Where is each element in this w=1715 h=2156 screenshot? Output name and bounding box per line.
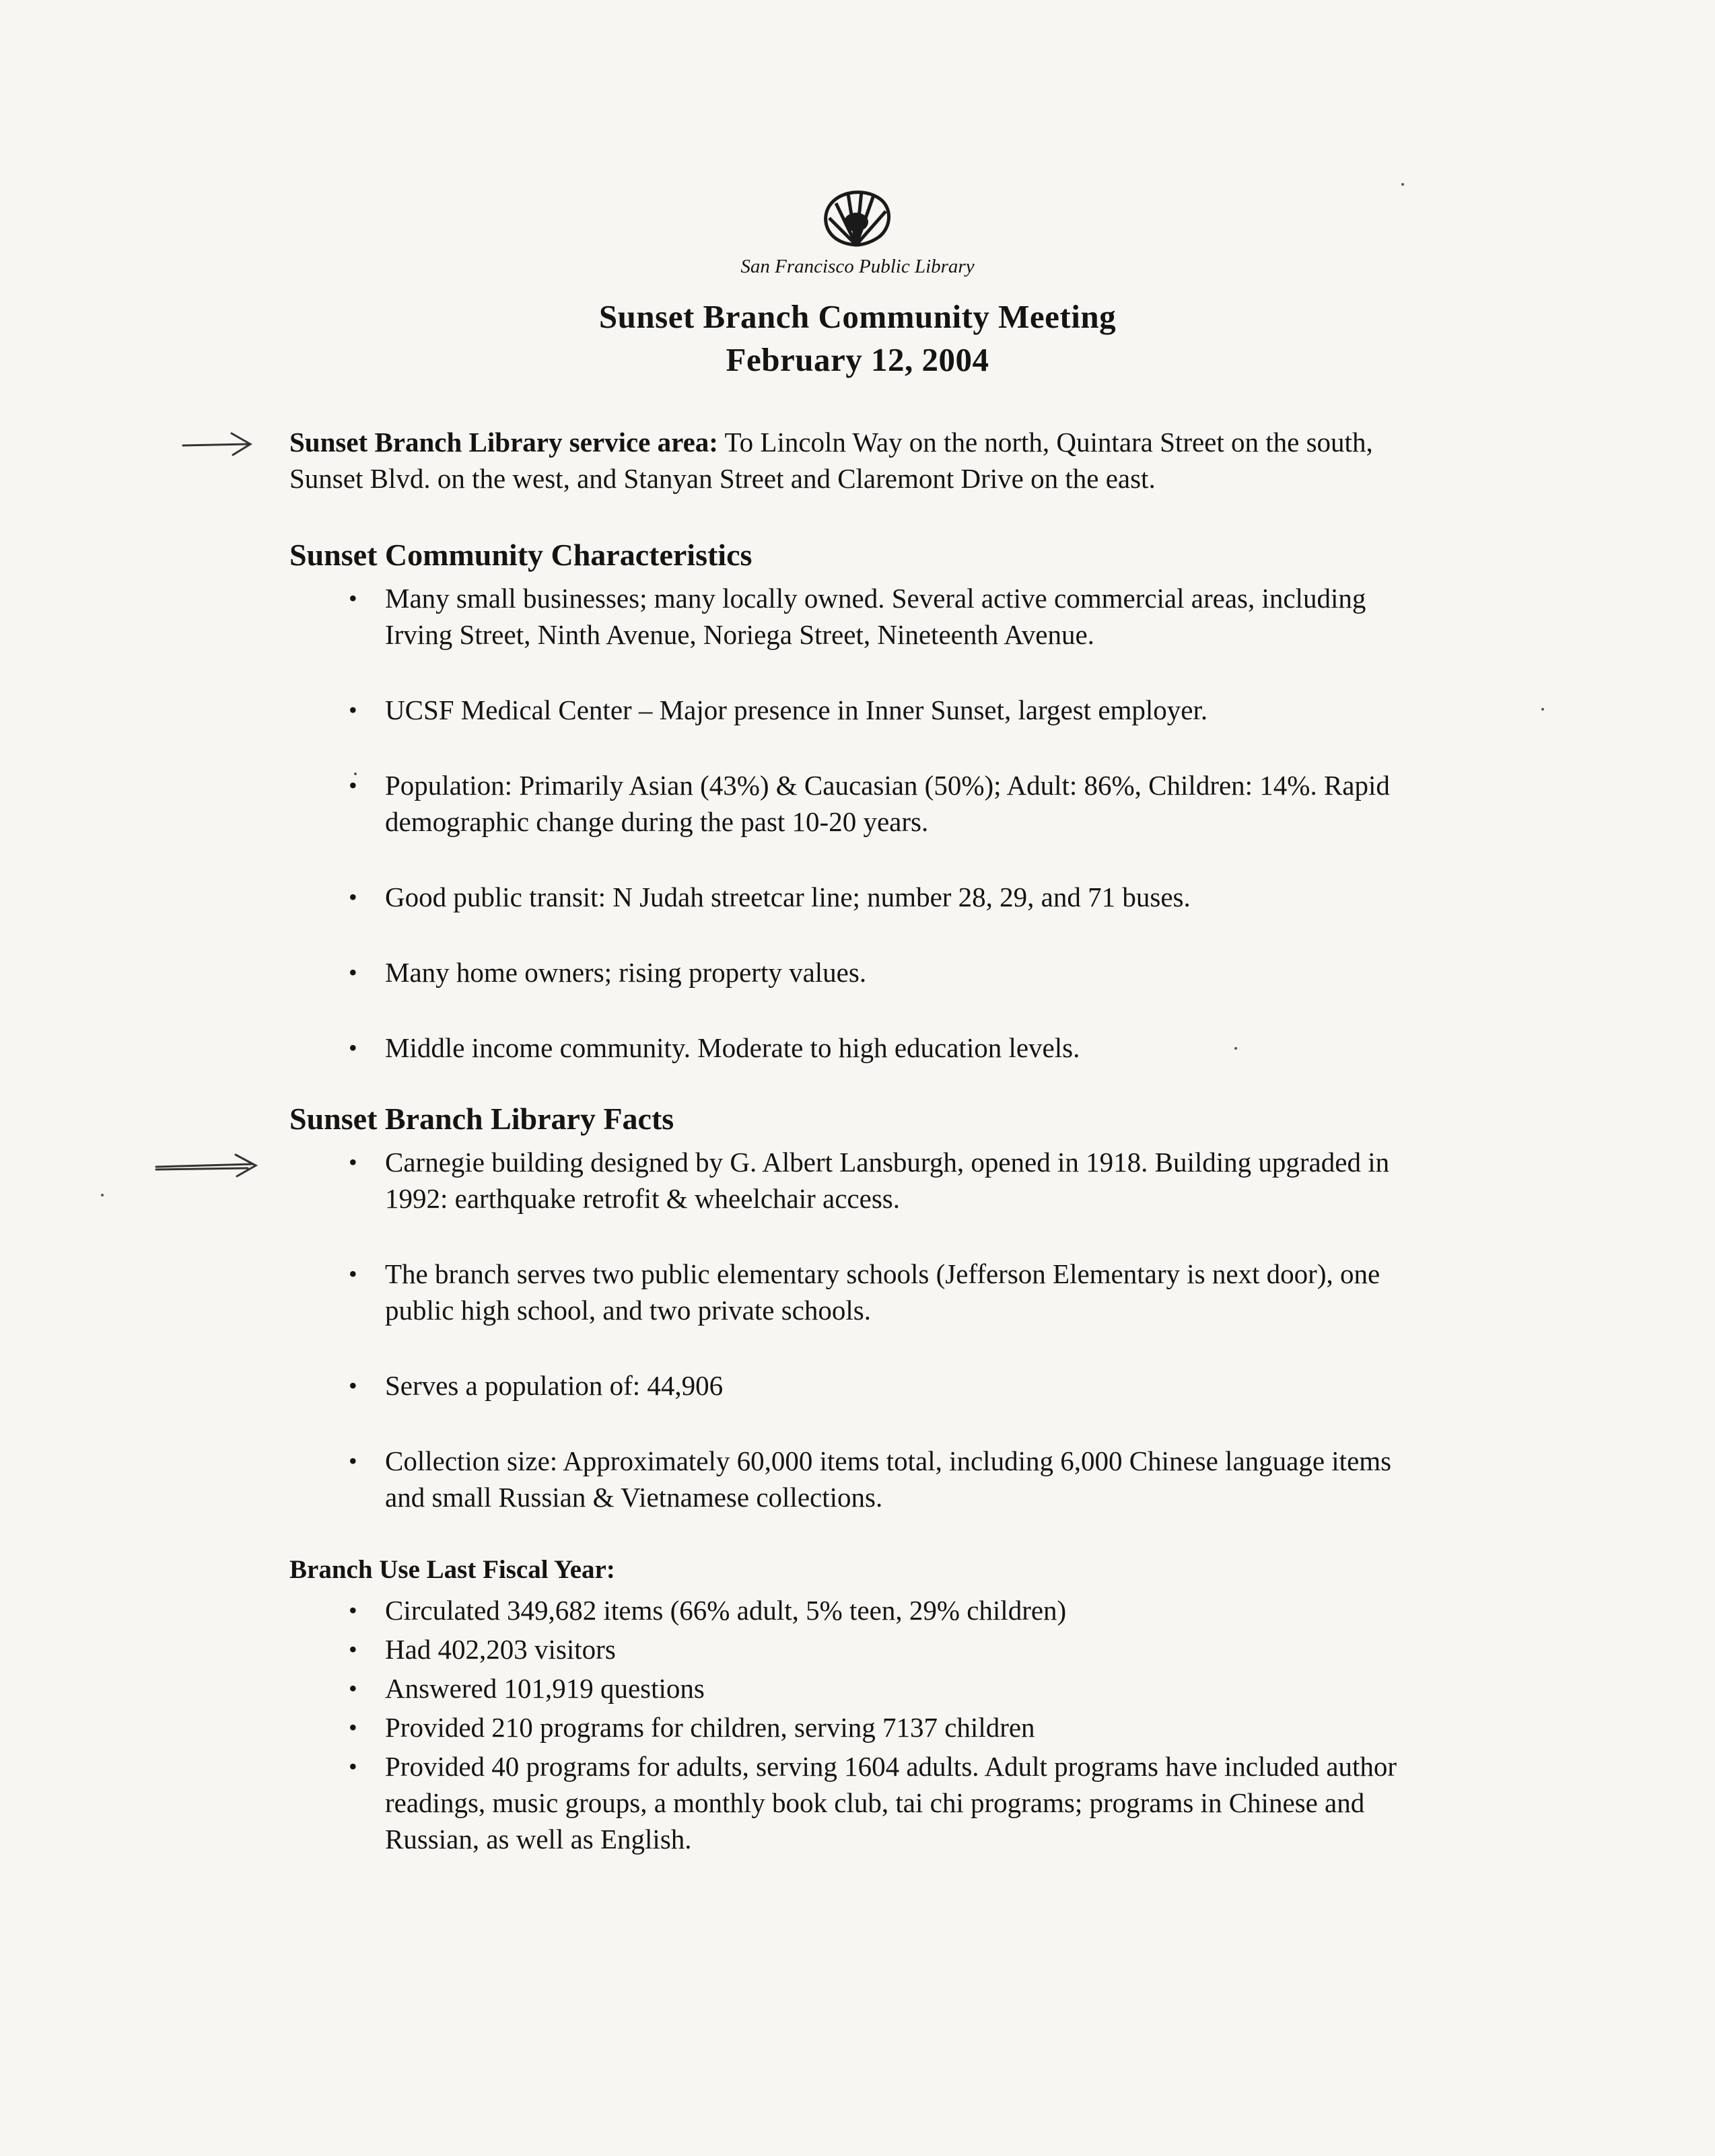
list-item: • Carnegie building designed by G. Albert Lansburgh, opened in 1918. Building upgraded in 1992: earthquake retrofit & wheelchair access. bbox=[385, 1144, 1435, 1217]
list-item: • Collection size: Approximately 60,000 items total, including 6,000 Chinese language items and small Russian & Vietnamese collections. bbox=[385, 1443, 1435, 1515]
scan-speck bbox=[1401, 183, 1404, 186]
page-title: Sunset Branch Community Meeting bbox=[598, 298, 1117, 335]
list-item: • Circulated 349,682 items (66% adult, 5% teen, 29% children) bbox=[385, 1592, 1435, 1628]
list-item: • Answered 101,919 questions bbox=[385, 1670, 1435, 1706]
shell-logo-icon bbox=[816, 183, 897, 250]
meeting-date: February 12, 2004 bbox=[726, 341, 989, 378]
list-item: • Provided 40 programs for adults, serving 1604 adults. Adult programs have included author readings, music groups, a monthly book club, tai chi programs; programs in Chinese and Russian, as well as English. bbox=[385, 1748, 1435, 1857]
branch-use-heading: Branch Use Last Fiscal Year: bbox=[289, 1555, 615, 1584]
facts-heading: Sunset Branch Library Facts bbox=[289, 1102, 674, 1136]
service-area-text: To Lincoln Way on the north, Quintara Street on the south, Sunset Blvd. on the west, and Stanyan Street and Claremont Drive on the east. bbox=[289, 427, 1373, 494]
scan-speck bbox=[1541, 708, 1544, 711]
list-item: • Middle income community. Moderate to high education levels. bbox=[385, 1030, 1435, 1066]
facts-list bbox=[385, 1144, 1435, 1554]
characteristics-list bbox=[385, 580, 1435, 1105]
scan-speck bbox=[101, 1194, 104, 1196]
list-item: • Many home owners; rising property values. bbox=[385, 954, 1435, 991]
organization-name: San Francisco Public Library bbox=[740, 256, 975, 277]
handwritten-arrow-icon bbox=[153, 1152, 261, 1179]
list-item: • Had 402,203 visitors bbox=[385, 1631, 1435, 1667]
list-item: • Many small businesses; many locally owned. Several active commercial areas, including Irving Street, Ninth Avenue, Noriega Street, Nineteenth Avenue. bbox=[385, 580, 1435, 653]
list-item: • Good public transit: N Judah streetcar line; number 28, 29, and 71 buses. bbox=[385, 879, 1435, 915]
branch-use-list bbox=[385, 1592, 1435, 1860]
service-area-label: Sunset Branch Library service area: bbox=[289, 427, 718, 458]
list-item: • Serves a population of: 44,906 bbox=[385, 1367, 1435, 1404]
list-item: • Provided 210 programs for children, serving 7137 children bbox=[385, 1709, 1435, 1746]
handwritten-arrow-icon bbox=[180, 431, 256, 458]
list-item: • Population: Primarily Asian (43%) & Caucasian (50%); Adult: 86%, Children: 14%. Rapid demographic change during the past 10-20 years. bbox=[385, 767, 1435, 840]
service-area-paragraph bbox=[289, 424, 1434, 497]
list-item: • The branch serves two public elementary schools (Jefferson Elementary is next door), one public high school, and two private schools. bbox=[385, 1256, 1435, 1328]
characteristics-heading: Sunset Community Characteristics bbox=[289, 538, 753, 572]
list-item: • UCSF Medical Center – Major presence in Inner Sunset, largest employer. bbox=[385, 692, 1435, 728]
